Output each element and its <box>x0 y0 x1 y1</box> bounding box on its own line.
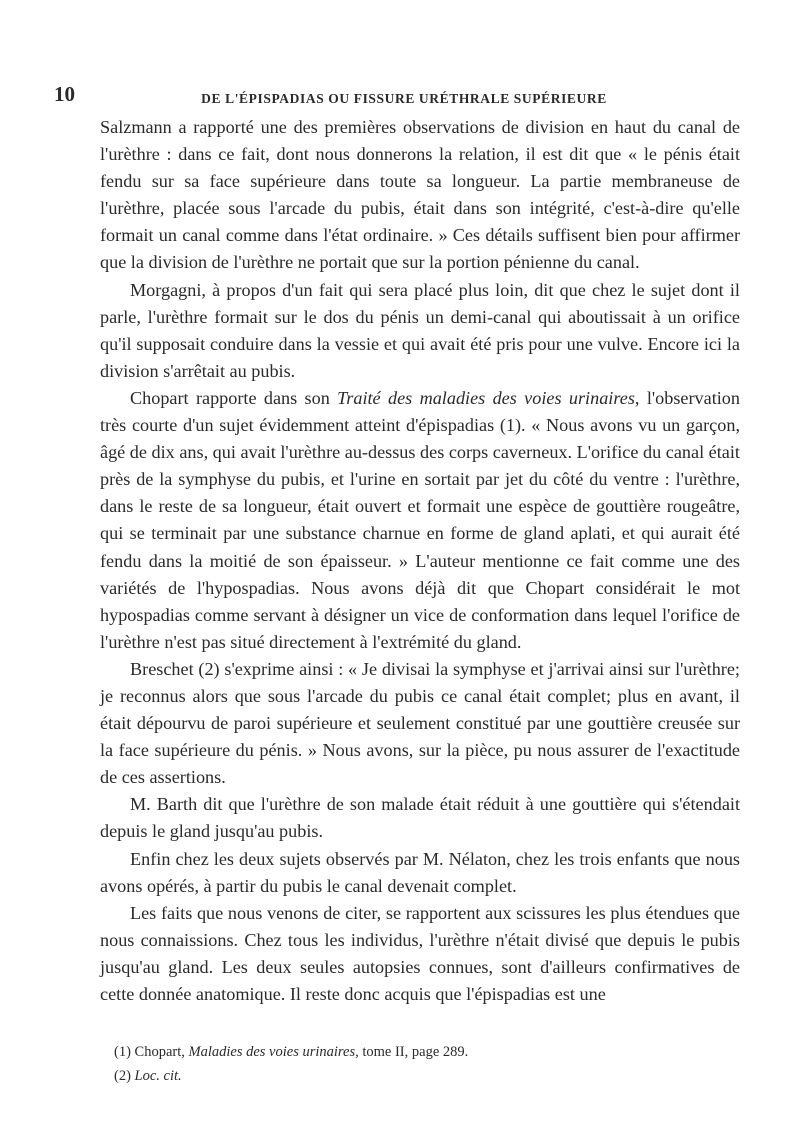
footnote-1-ref: (1) Chopart, <box>114 1044 189 1060</box>
paragraph-chopart <box>100 385 740 656</box>
paragraph-nelaton: Enfin chez les deux sujets observés par M. Nélaton, chez les trois enfants que nous avons opérés, à partir du pubis le canal devenait complet. <box>100 848 740 896</box>
paragraph-morgagni: Morgagni, à propos d'un fait qui sera placé plus loin, dit que chez le sujet dont il parle, l'urèthre formait sur le dos du pénis un demi-canal qui aboutissait à un orifice qu'il supposait conduire dans la vessie et qui avait été pris pour une vulve. Encore ici la division s'arrêtait au pubis. <box>100 279 740 381</box>
paragraph-conclusion: Les faits que nous venons de citer, se rapportent aux scissures les plus étendues que nous connaissions. Chez tous les individus, l'urèthre n'était divisé que depuis le pubis jusqu'au gland. Les deux seules autopsies connues, sont d'ailleurs confirmatives de cette donnée anatomique. Il reste donc acquis que l'épispadias est une <box>100 902 740 1004</box>
footnote-1-rest: , tome II, page 289. <box>355 1044 469 1060</box>
paragraph-barth: M. Barth dit que l'urèthre de son malade était réduit à une gouttière qui s'étendait depuis le gland jusqu'au pubis. <box>100 794 740 842</box>
paragraph-breschet: Breschet (2) s'exprime ainsi : « Je divisai la symphyse et j'arrivai ainsi sur l'urèthre; je reconnus alors que sous l'arcade du pubis ce canal était complet; plus en avant, il était dépourvu de paroi supérieure et seulement constitué par une gouttière creusée sur la face supérieure du pénis. » Nous avons, sur la pièce, pu nous assurer de l'exactitude de ces assertions. <box>100 658 740 788</box>
paragraph-salzmann: Salzmann a rapporté une des premières observations de division en haut du canal de l'urèthre : dans ce fait, dont nous donnerons la relation, il est dit que « le pénis était fendu sur sa face supérieure dans toute sa longueur. La partie membraneuse de l'urèthre, placée sous l'arcade du pubis, était dans son intégrité, c'est-à-dire qu'elle formait un canal comme dans l'état ordinaire. » Ces détails suffisent bien pour affirmer que la division de l'urèthre ne portait que sur la portion pénienne du canal. <box>100 117 740 273</box>
footnotes <box>100 1040 740 1088</box>
footnote-1 <box>100 1040 740 1064</box>
footnote-2-ref: (2) <box>114 1068 135 1084</box>
page-header <box>54 82 754 112</box>
paragraph-chopart-rest: , l'observation très courte d'un sujet évidemment atteint d'épispadias (1). « Nous avons vu un garçon, âgé de dix ans, qui avait l'urèthre au-dessus des corps caverneux. L'orifice du canal était près de la symphyse du pubis, et l'urine en sortait par jet du côté du ventre : l'urèthre, dans le reste de sa longueur, était ouvert et formait une espèce de gouttière rougeâtre, qui se terminait par une substance charnue en forme de gland aplati, et qui aurait été fendu dans la moitié de son épaisseur. » L'auteur mentionne ce fait comme une des variétés de l'hypospadias. Nous avons déjà dit que Chopart considérait le mot hypospadias comme servant à désigner un vice de conformation dans lequel l'orifice de l'urèthre n'est pas situé directement à l'extrémité du gland. <box>100 387 740 652</box>
book-title-traite: Traité des maladies des voies urinaires <box>337 387 635 408</box>
running-title: DE L'ÉPISPADIAS OU FISSURE URÉTHRALE SUPÉRIEURE <box>201 91 607 106</box>
paragraph-chopart-start: Chopart rapporte dans son <box>130 387 338 408</box>
page-number: 10 <box>54 82 75 106</box>
body-text <box>100 114 740 1008</box>
footnote-1-title: Maladies des voies urinaires <box>188 1044 356 1060</box>
footnote-2-title: Loc. cit. <box>134 1068 182 1084</box>
footnote-2 <box>100 1064 740 1088</box>
